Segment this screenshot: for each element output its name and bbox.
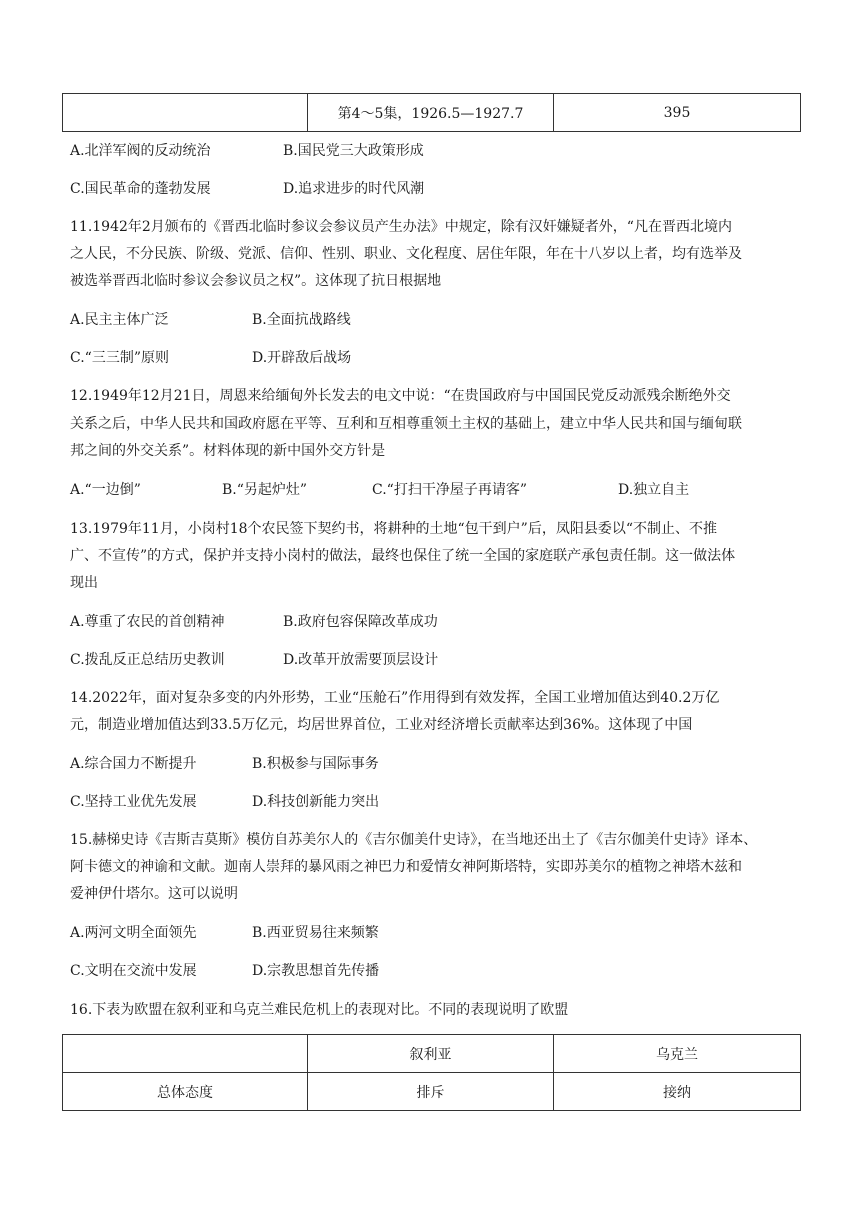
q15-stem-line: 15.赫梯史诗《吉斯吉莫斯》模仿自苏美尔人的《吉尔伽美什史诗》，在当地还出土了《吉尔伽美什史诗》译本、: [70, 832, 758, 848]
q10-option-d: D.追求进步的时代风潮: [283, 181, 425, 197]
q15-option-c: C.文明在交流中发展: [70, 963, 197, 979]
q11-stem-line: 之人民，不分民族、阶级、党派、信仰、性别、职业、文化程度、居住年限，年在十八岁以上者，均有选举及: [70, 246, 742, 262]
table-row: [63, 94, 801, 132]
q13-stem-line: 现出: [70, 575, 98, 591]
q12-stem-line: 关系之后，中华人民共和国政府愿在平等、互利和互相尊重领土主权的基础上，建立中华人民共和国与缅甸联: [70, 416, 742, 432]
table-cell: 排斥: [308, 1073, 554, 1111]
table-cell: 第4～5集，1926.5—1927.7: [308, 94, 554, 132]
q11-option-d: D.开辟敌后战场: [252, 350, 352, 366]
q10-option-c: C.国民革命的蓬勃发展: [70, 181, 211, 197]
q15-stem-line: 阿卡德文的神谕和文献。迦南人崇拜的暴风雨之神巴力和爱情女神阿斯塔特，实即苏美尔的植物之神塔木兹和: [70, 859, 742, 875]
q14-option-c: C.坚持工业优先发展: [70, 794, 197, 810]
q13-option-d: D.改革开放需要顶层设计: [283, 652, 439, 668]
q13-option-a: A.尊重了农民的首创精神: [70, 614, 225, 630]
q12-stem-line: 邦之间的外交关系”。材料体现的新中国外交方针是: [70, 443, 386, 459]
q16-stem-line: 16.下表为欧盟在叙利亚和乌克兰难民危机上的表现对比。不同的表现说明了欧盟: [70, 1002, 569, 1018]
table-header-row: [63, 1035, 801, 1073]
q15-option-a: A.两河文明全面领先: [70, 925, 197, 941]
q15-option-d: D.宗教思想首先传播: [252, 963, 380, 979]
table-cell: 395: [554, 94, 801, 132]
q13-stem-line: 广、不宣传”的方式，保护并支持小岗村的做法，最终也保住了统一全国的家庭联产承包责任制。这一做法体: [70, 548, 736, 564]
q13-option-b: B.政府包容保障改革成功: [283, 614, 438, 630]
q12-option-d: D.独立自主: [618, 482, 690, 498]
q12-option-a: A.“一边倒”: [70, 482, 141, 498]
table-cell: [63, 94, 308, 132]
q14-option-a: A.综合国力不断提升: [70, 756, 197, 772]
table-cell: 接纳: [554, 1073, 801, 1111]
q11-stem-line: 11.1942年2月颁布的《晋西北临时参议会参议员产生办法》中规定，除有汉奸嫌疑者外，“凡在晋西北境内: [70, 219, 732, 235]
q11-option-a: A.民主主体广泛: [70, 312, 169, 328]
q16-table: [62, 1034, 801, 1111]
q15-stem-line: 爱神伊什塔尔。这可以说明: [70, 886, 238, 902]
q14-stem-line: 元，制造业增加值达到33.5万亿元，均居世界首位，工业对经济增长贡献率达到36%。这体现了中国: [70, 717, 693, 733]
q13-option-c: C.拨乱反正总结历史教训: [70, 652, 225, 668]
q12-stem-line: 12.1949年12月21日，周恩来给缅甸外长发去的电文中说：“在贵国政府与中国国民党反动派残余断绝外交: [70, 388, 731, 404]
q15-option-b: B.西亚贸易往来频繁: [252, 925, 379, 941]
q11-option-c: C.“三三制”原则: [70, 350, 169, 366]
top-table: [62, 93, 801, 132]
table-row: [63, 1073, 801, 1111]
q11-stem-line: 被选举晋西北临时参议会参议员之权”。这体现了抗日根据地: [70, 273, 442, 289]
q13-stem-line: 13.1979年11月，小岗村18个农民签下契约书，将耕种的土地“包干到户”后，凤阳县委以“不制止、不推: [70, 521, 717, 537]
q12-option-b: B.“另起炉灶”: [222, 482, 308, 498]
q11-option-b: B.全面抗战路线: [252, 312, 351, 328]
q10-option-a: A.北洋军阀的反动统治: [70, 143, 211, 159]
q14-option-b: B.积极参与国际事务: [252, 756, 379, 772]
table-header-cell: [63, 1035, 308, 1073]
q14-stem-line: 14.2022年，面对复杂多变的内外形势，工业“压舱石”作用得到有效发挥，全国工业增加值达到40.2万亿: [70, 690, 720, 706]
q12-option-c: C.“打扫干净屋子再请客”: [372, 482, 527, 498]
table-header-cell: 乌克兰: [554, 1035, 801, 1073]
q10-option-b: B.国民党三大政策形成: [283, 143, 424, 159]
table-header-cell: 叙利亚: [308, 1035, 554, 1073]
table-cell: 总体态度: [63, 1073, 308, 1111]
q14-option-d: D.科技创新能力突出: [252, 794, 380, 810]
